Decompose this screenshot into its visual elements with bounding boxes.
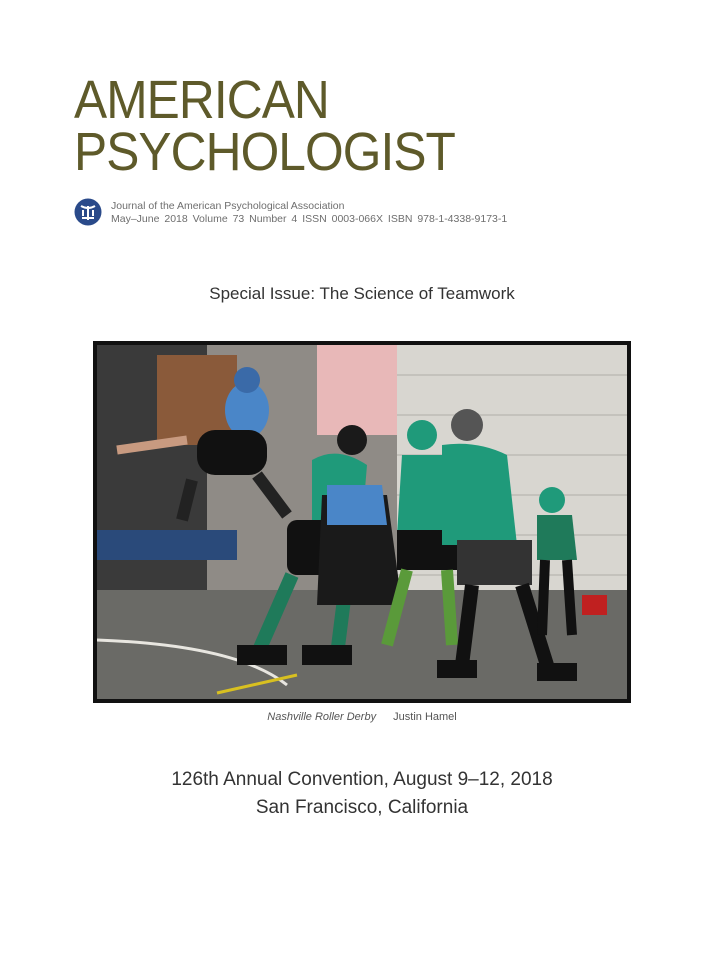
journal-title xyxy=(74,70,488,182)
issue-info: May–June 2018 Volume 73 Number 4 ISSN 0003-066X ISBN 978-1-4338-9173-1 xyxy=(111,213,508,225)
title-line-1: AMERICAN xyxy=(74,70,329,130)
title-line-2: PSYCHOLOGIST xyxy=(74,122,455,182)
apa-logo-icon xyxy=(74,198,102,226)
photo-subject: Nashville Roller Derby xyxy=(267,711,377,723)
journal-subtitle: Journal of the American Psychological Association xyxy=(111,200,345,212)
photo-credit: Justin Hamel xyxy=(393,711,457,723)
special-issue-title: Special Issue: The Science of Teamwork xyxy=(209,284,515,303)
cover-photo xyxy=(93,341,631,703)
convention-dates: 126th Annual Convention, August 9–12, 2018 xyxy=(171,769,553,790)
photo-caption xyxy=(0,711,724,723)
convention-location: San Francisco, California xyxy=(255,797,469,818)
